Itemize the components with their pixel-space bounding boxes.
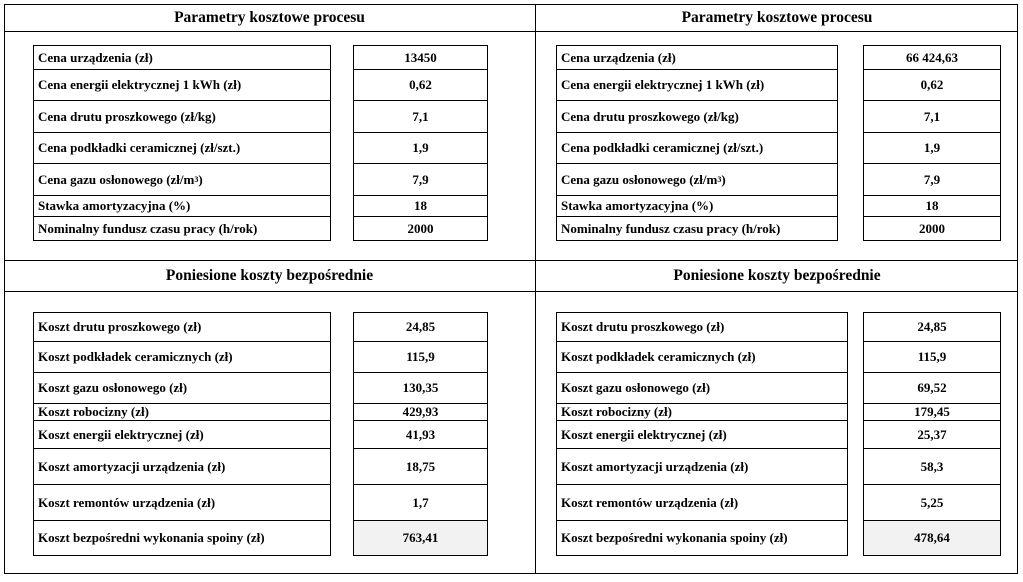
cost-value-row bbox=[354, 421, 487, 449]
param-row bbox=[34, 46, 330, 70]
cost-value-row bbox=[864, 313, 1000, 342]
cost-total-value: 763,41 bbox=[402, 530, 439, 545]
param-row bbox=[34, 217, 330, 241]
cost-row bbox=[557, 373, 847, 404]
param-value-row bbox=[354, 46, 487, 70]
cost-value-row bbox=[864, 404, 1000, 421]
cost-value-row bbox=[864, 449, 1000, 485]
cost-value-row bbox=[354, 449, 487, 485]
param-label: Cena drutu proszkowego (zł/kg) bbox=[561, 108, 739, 124]
cost-value: 115,9 bbox=[917, 349, 947, 364]
cost-value-row bbox=[354, 485, 487, 521]
cost-row bbox=[557, 342, 847, 373]
cost-value: 41,93 bbox=[405, 426, 436, 442]
cost-row bbox=[34, 485, 330, 521]
cost-value: 24,85 bbox=[405, 319, 436, 334]
cost-label: Koszt gazu osłonowego (zł) bbox=[38, 380, 188, 395]
param-label: Stawka amortyzacyjna (%) bbox=[561, 198, 714, 213]
cost-total-row bbox=[864, 521, 1000, 555]
cost-label: Koszt drutu proszkowego (zł) bbox=[561, 319, 725, 334]
cost-row bbox=[557, 485, 847, 521]
param-label: Cena gazu osłonowego (zł/m 3 ) bbox=[561, 171, 726, 187]
cost-value-row bbox=[864, 421, 1000, 449]
costs-title: Poniesione koszty bezpośrednie bbox=[165, 267, 374, 284]
costs-title: Poniesione koszty bezpośrednie bbox=[673, 267, 881, 284]
cost-value-row bbox=[354, 342, 487, 373]
cost-row bbox=[557, 404, 847, 421]
param-row bbox=[34, 101, 330, 133]
cost-label: Koszt gazu osłonowego (zł) bbox=[561, 380, 711, 395]
cost-total-label: Koszt bezpośredni wykonania spoiny (zł) bbox=[38, 530, 265, 545]
param-row bbox=[34, 196, 330, 217]
cost-label: Koszt amortyzacji urządzenia (zł) bbox=[561, 458, 749, 474]
param-value-row bbox=[864, 196, 1000, 217]
param-value: 2000 bbox=[407, 221, 434, 236]
param-value: 1,9 bbox=[923, 140, 941, 155]
cost-label: Koszt robocizny (zł) bbox=[561, 404, 672, 419]
param-label: Cena energii elektrycznej 1 kWh (zł) bbox=[38, 77, 242, 92]
param-label: Nominalny fundusz czasu pracy (h/rok) bbox=[38, 221, 258, 236]
cost-value: 179,45 bbox=[914, 404, 950, 419]
param-row bbox=[34, 70, 330, 101]
cost-row-total bbox=[34, 521, 330, 555]
cost-row bbox=[557, 449, 847, 485]
param-value: 0,62 bbox=[920, 77, 944, 92]
cost-value: 25,37 bbox=[917, 426, 947, 442]
cost-row bbox=[557, 421, 847, 449]
param-value: 7,9 bbox=[412, 171, 429, 187]
param-value-row bbox=[354, 196, 487, 217]
cost-value: 429,93 bbox=[402, 404, 439, 419]
cost-total-label: Koszt bezpośredni wykonania spoiny (zł) bbox=[561, 530, 788, 545]
param-value: 2000 bbox=[919, 221, 945, 236]
cost-label: Koszt remontów urządzenia (zł) bbox=[561, 494, 739, 510]
cost-value: 1,7 bbox=[412, 494, 429, 510]
costs-values bbox=[863, 312, 1001, 556]
cost-value: 69,52 bbox=[917, 380, 947, 395]
param-row bbox=[557, 46, 837, 70]
params-title: Parametry kosztowe procesu bbox=[681, 9, 873, 26]
param-value: 0,62 bbox=[409, 77, 432, 92]
cost-value-row bbox=[864, 342, 1000, 373]
cost-row bbox=[34, 313, 330, 342]
param-value-row bbox=[864, 217, 1000, 241]
cost-label: Koszt robocizny (zł) bbox=[38, 404, 149, 419]
param-value: 7,9 bbox=[923, 171, 941, 187]
cost-value: 130,35 bbox=[402, 380, 439, 395]
param-label: Nominalny fundusz czasu pracy (h/rok) bbox=[561, 221, 781, 236]
param-label: Cena energii elektrycznej 1 kWh (zł) bbox=[561, 77, 765, 92]
param-row bbox=[34, 133, 330, 164]
param-row bbox=[557, 133, 837, 164]
param-value: 7,1 bbox=[412, 108, 429, 124]
params-labels bbox=[556, 45, 838, 241]
param-label: Cena podkładki ceramicznej (zł/szt.) bbox=[38, 140, 241, 155]
cost-value: 115,9 bbox=[406, 349, 435, 364]
cost-row bbox=[34, 404, 330, 421]
section-divider bbox=[4, 260, 1018, 261]
param-label: Stawka amortyzacyjna (%) bbox=[38, 198, 191, 213]
params-values bbox=[863, 45, 1001, 241]
cost-row bbox=[34, 449, 330, 485]
cost-row bbox=[34, 342, 330, 373]
param-row bbox=[557, 164, 837, 196]
cost-label: Koszt podkładek ceramicznych (zł) bbox=[561, 349, 756, 364]
header-divider-bottom bbox=[4, 291, 1018, 292]
param-value-row bbox=[864, 70, 1000, 101]
cost-value-row bbox=[864, 373, 1000, 404]
cost-value-row bbox=[354, 373, 487, 404]
param-label: Cena drutu proszkowego (zł/kg) bbox=[38, 108, 216, 124]
cost-label: Koszt energii elektrycznej (zł) bbox=[38, 426, 204, 442]
cost-value: 58,3 bbox=[920, 458, 944, 474]
param-value-row bbox=[864, 133, 1000, 164]
param-value-row bbox=[354, 217, 487, 241]
cost-row bbox=[34, 373, 330, 404]
param-value: 18 bbox=[414, 198, 427, 213]
param-value-row bbox=[864, 46, 1000, 70]
cost-row bbox=[557, 313, 847, 342]
params-title: Parametry kosztowe procesu bbox=[174, 9, 365, 26]
cost-label: Koszt energii elektrycznej (zł) bbox=[561, 426, 727, 442]
cost-total-value: 478,64 bbox=[914, 530, 950, 545]
param-value-row bbox=[354, 133, 487, 164]
param-label: Cena urządzenia (zł) bbox=[38, 49, 153, 65]
cost-value: 18,75 bbox=[405, 458, 436, 474]
param-value-row bbox=[354, 164, 487, 196]
cost-row bbox=[34, 421, 330, 449]
param-row bbox=[557, 196, 837, 217]
cost-total-row bbox=[354, 521, 487, 555]
param-value: 66 424,63 bbox=[906, 49, 958, 65]
cost-label: Koszt remontów urządzenia (zł) bbox=[38, 494, 216, 510]
param-row bbox=[557, 101, 837, 133]
param-label: Cena gazu osłonowego (zł/m 3 ) bbox=[38, 171, 203, 187]
param-label: Cena urządzenia (zł) bbox=[561, 49, 676, 65]
param-value-row bbox=[354, 70, 487, 101]
param-value: 7,1 bbox=[923, 108, 941, 124]
cost-value-row bbox=[864, 485, 1000, 521]
param-value: 18 bbox=[925, 198, 939, 213]
param-row bbox=[34, 164, 330, 196]
params-values bbox=[353, 45, 488, 241]
param-value-row bbox=[864, 164, 1000, 196]
param-row bbox=[557, 217, 837, 241]
costs-labels bbox=[556, 312, 848, 556]
param-label: Cena podkładki ceramicznej (zł/szt.) bbox=[561, 140, 764, 155]
param-value-row bbox=[354, 101, 487, 133]
costs-labels bbox=[33, 312, 331, 556]
costs-values bbox=[353, 312, 488, 556]
cost-value: 5,25 bbox=[920, 494, 944, 510]
param-value-row bbox=[864, 101, 1000, 133]
cost-value-row bbox=[354, 404, 487, 421]
cost-row-total bbox=[557, 521, 847, 555]
cost-label: Koszt drutu proszkowego (zł) bbox=[38, 319, 202, 334]
param-value: 1,9 bbox=[412, 140, 429, 155]
cost-value: 24,85 bbox=[917, 319, 947, 334]
param-value: 13450 bbox=[404, 49, 437, 65]
cost-label: Koszt amortyzacji urządzenia (zł) bbox=[38, 458, 226, 474]
cost-label: Koszt podkładek ceramicznych (zł) bbox=[38, 349, 233, 364]
params-labels bbox=[33, 45, 331, 241]
param-row bbox=[557, 70, 837, 101]
cost-value-row bbox=[354, 313, 487, 342]
